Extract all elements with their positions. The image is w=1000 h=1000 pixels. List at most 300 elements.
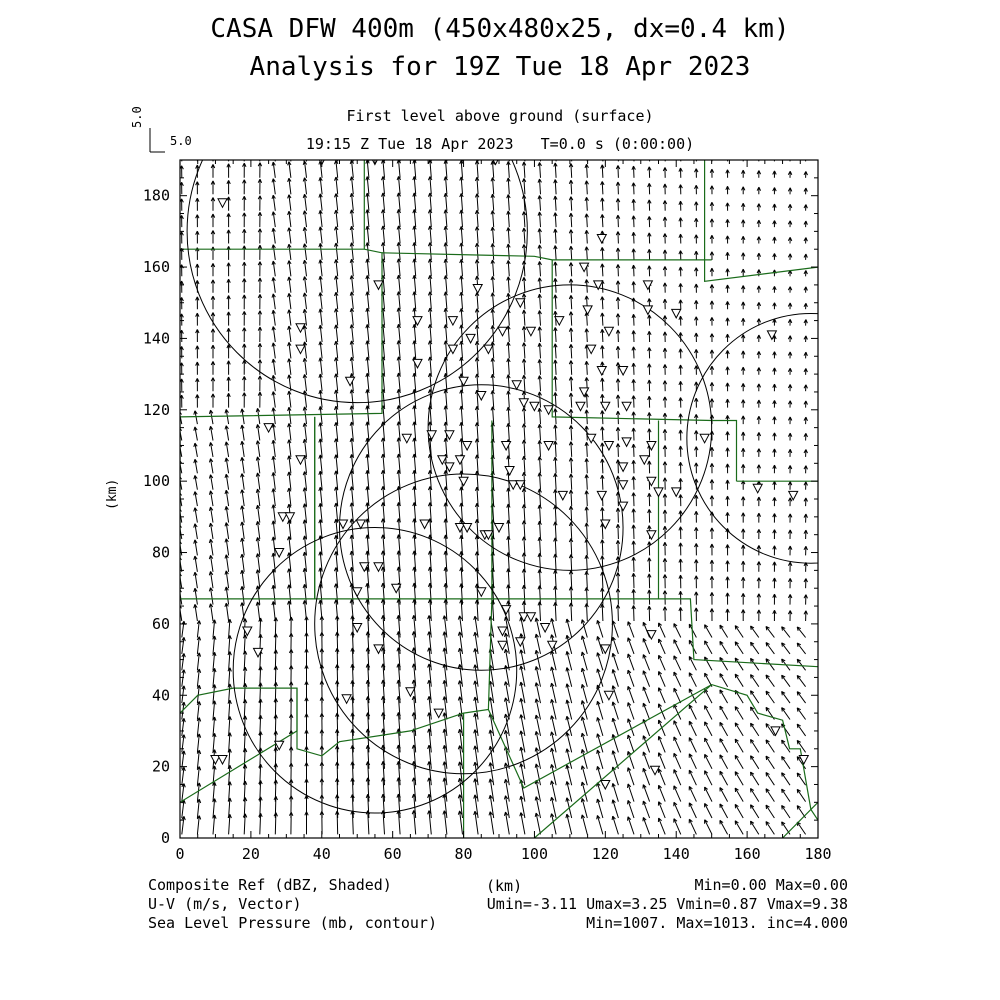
- wind-vector: [643, 671, 650, 687]
- wind-vector: [679, 201, 683, 211]
- wind-vector: [258, 327, 261, 342]
- wind-vector: [272, 146, 276, 162]
- wind-vector: [679, 495, 683, 507]
- wind-vector: [616, 248, 620, 260]
- wind-vector: [766, 772, 774, 785]
- wind-vector: [616, 165, 620, 177]
- wind-vector: [569, 147, 573, 161]
- wind-vector: [585, 604, 589, 622]
- wind-vector: [773, 594, 777, 605]
- wind-vector: [350, 292, 353, 309]
- wind-vector: [196, 346, 199, 359]
- wind-vector: [228, 635, 232, 654]
- wind-vector: [663, 167, 666, 177]
- wind-vector: [182, 816, 186, 834]
- wind-vector: [350, 160, 353, 178]
- wind-vector: [460, 193, 464, 210]
- wind-vector: [679, 300, 683, 309]
- wind-vector: [735, 821, 743, 835]
- wind-vector: [569, 230, 573, 244]
- wind-vector: [366, 193, 370, 211]
- y-tick-label: 100: [142, 472, 170, 491]
- wind-vector: [788, 384, 791, 391]
- wind-vector: [194, 524, 198, 539]
- y-tick-label: 140: [142, 329, 170, 348]
- wind-vector: [197, 799, 201, 818]
- wind-vector: [597, 799, 603, 818]
- wind-vector: [272, 195, 275, 211]
- wind-vector: [648, 315, 652, 326]
- wind-vector: [491, 194, 495, 211]
- wind-vector: [601, 540, 605, 556]
- wind-vector: [797, 740, 805, 752]
- wind-vector: [209, 507, 213, 523]
- wind-vector: [705, 771, 712, 786]
- station-marker: [541, 624, 550, 633]
- wind-vector: [804, 401, 808, 408]
- wind-vector: [303, 391, 307, 408]
- wind-vector: [679, 234, 683, 243]
- wind-vector: [538, 196, 542, 211]
- wind-vector: [757, 594, 761, 605]
- wind-vector: [710, 366, 714, 375]
- station-marker: [597, 235, 606, 244]
- wind-vector: [643, 752, 650, 769]
- wind-vector: [628, 817, 635, 835]
- wind-vector: [460, 226, 464, 243]
- wind-vector: [632, 183, 636, 195]
- wind-vector: [428, 193, 432, 211]
- wind-vector: [757, 562, 761, 572]
- wind-vector: [674, 624, 681, 638]
- wind-vector: [628, 670, 634, 687]
- wind-vector: [742, 335, 745, 342]
- wind-vector-field: [178, 143, 808, 834]
- wind-vector: [773, 303, 777, 310]
- wind-vector: [720, 706, 728, 720]
- wind-vector: [366, 243, 370, 260]
- wind-vector: [643, 768, 650, 785]
- wind-vector: [788, 401, 791, 408]
- station-marker: [530, 402, 539, 411]
- wind-vector: [689, 786, 696, 801]
- wind-vector: [554, 602, 558, 621]
- wind-vector: [726, 236, 730, 244]
- wind-vector: [538, 343, 542, 358]
- wind-vector: [413, 160, 416, 178]
- wind-vector: [569, 295, 573, 309]
- wind-vector: [632, 379, 636, 391]
- wind-vector: [227, 147, 230, 161]
- wind-vector: [491, 244, 495, 260]
- wind-vector: [663, 332, 666, 342]
- wind-vector: [335, 309, 339, 326]
- wind-vector: [585, 329, 589, 342]
- wind-vector: [272, 162, 275, 178]
- wind-vector: [319, 325, 322, 342]
- wind-vector: [788, 319, 792, 325]
- wind-vector: [710, 186, 714, 195]
- wind-vector: [197, 653, 200, 671]
- wind-vector: [788, 562, 792, 572]
- wind-vector: [475, 161, 479, 178]
- wind-vector: [705, 641, 712, 654]
- wind-vector: [585, 442, 588, 457]
- wind-vector: [663, 364, 666, 374]
- wind-vector: [258, 343, 261, 358]
- county-boundary: [297, 599, 492, 756]
- wind-vector: [742, 464, 745, 473]
- wind-vector: [460, 341, 464, 358]
- wind-vector: [695, 284, 699, 293]
- wind-vector: [475, 439, 478, 457]
- wind-vector: [751, 675, 759, 687]
- y-tick-label: 40: [151, 686, 170, 705]
- wind-vector: [751, 626, 759, 638]
- wind-vector: [491, 342, 495, 359]
- wind-vector: [194, 540, 198, 556]
- wind-vector: [227, 279, 230, 293]
- wind-vector: [303, 277, 307, 293]
- wind-vector: [804, 368, 807, 374]
- x-tick-label: 0: [175, 845, 185, 863]
- wind-vector: [288, 293, 292, 309]
- wind-vector: [616, 411, 620, 424]
- wind-vector: [366, 373, 370, 391]
- wind-vector: [601, 346, 605, 359]
- wind-vector: [428, 373, 432, 391]
- wind-vector: [241, 425, 245, 441]
- wind-vector: [757, 545, 761, 555]
- wind-vector: [366, 210, 370, 228]
- wind-vector: [766, 691, 774, 703]
- wind-vector: [428, 177, 432, 195]
- wind-vector: [507, 504, 510, 523]
- wind-vector: [491, 161, 495, 178]
- reference-vector-label: 5.0: [170, 134, 192, 148]
- wind-vector: [225, 426, 229, 441]
- station-marker: [619, 481, 628, 490]
- wind-vector: [674, 672, 681, 687]
- wind-vector: [182, 686, 186, 703]
- wind-vector: [303, 293, 307, 309]
- wind-vector: [597, 701, 603, 719]
- wind-vector: [522, 521, 526, 539]
- wind-vector: [243, 196, 247, 211]
- wind-vector: [804, 188, 807, 194]
- wind-vector: [788, 254, 792, 260]
- wind-vector: [182, 767, 186, 785]
- wind-vector: [757, 351, 761, 358]
- wind-vector: [766, 789, 774, 802]
- wind-vector: [569, 180, 573, 194]
- wind-vector: [303, 244, 307, 260]
- wind-vector: [788, 368, 792, 375]
- wind-vector: [632, 589, 636, 604]
- wind-vector: [491, 178, 495, 195]
- wind-vector: [209, 571, 213, 588]
- wind-vector: [782, 805, 790, 818]
- wind-vector: [742, 448, 745, 457]
- wind-vector: [597, 815, 603, 834]
- wind-vector: [258, 229, 261, 244]
- wind-vector: [335, 439, 339, 457]
- station-marker: [448, 317, 457, 326]
- wind-vector: [259, 813, 263, 834]
- wind-vector: [632, 557, 636, 572]
- wind-vector: [705, 625, 712, 638]
- wind-vector: [319, 455, 323, 473]
- wind-vector: [228, 619, 232, 637]
- station-marker: [516, 299, 525, 308]
- wind-vector: [194, 492, 198, 507]
- wind-vector: [710, 576, 713, 588]
- wind-vector: [554, 229, 557, 244]
- county-boundary: [180, 417, 315, 599]
- wind-vector: [538, 327, 542, 342]
- wind-vector: [597, 717, 603, 736]
- wind-vector: [757, 286, 761, 293]
- wind-vector: [319, 194, 322, 211]
- wind-vector: [256, 489, 260, 506]
- wind-vector: [272, 245, 275, 260]
- wind-vector: [366, 341, 370, 359]
- wind-vector: [258, 196, 261, 211]
- wind-vector: [773, 530, 777, 539]
- wind-vector: [726, 415, 730, 424]
- wind-vector: [554, 376, 557, 391]
- wind-vector: [538, 473, 542, 490]
- wind-vector: [632, 199, 635, 211]
- wind-vector: [663, 510, 667, 523]
- wind-vector: [460, 390, 464, 408]
- wind-vector: [272, 261, 275, 276]
- wind-vector: [397, 406, 401, 425]
- wind-vector: [554, 506, 558, 523]
- wind-vector: [788, 465, 791, 473]
- wind-vector: [648, 461, 652, 473]
- wind-vector: [720, 755, 728, 769]
- wind-vector: [335, 406, 339, 424]
- wind-vector: [196, 395, 199, 408]
- wind-vector: [710, 496, 714, 507]
- wind-vector: [695, 495, 699, 506]
- wind-vector: [705, 706, 712, 720]
- wind-vector: [382, 160, 385, 178]
- wind-vector: [196, 215, 199, 228]
- wind-vector: [444, 390, 447, 408]
- wind-vector: [538, 505, 542, 523]
- wind-vector: [643, 801, 650, 818]
- wind-vector: [288, 211, 291, 227]
- radar-range-rings: [187, 60, 935, 813]
- wind-vector: [211, 263, 215, 276]
- wind-vector: [225, 458, 229, 473]
- wind-vector: [804, 530, 808, 539]
- wind-vector: [616, 314, 620, 326]
- wind-vector: [428, 226, 432, 244]
- wind-vector: [350, 243, 353, 260]
- wind-vector: [782, 675, 790, 687]
- wind-vector: [538, 424, 542, 440]
- wind-vector: [209, 539, 213, 555]
- wind-vector: [460, 308, 464, 325]
- wind-vector: [612, 783, 618, 801]
- wind-vector: [522, 424, 526, 441]
- wind-vector: [272, 359, 275, 375]
- wind-vector: [211, 280, 215, 293]
- wind-vector: [804, 205, 807, 211]
- wind-vector: [303, 472, 306, 490]
- wind-vector: [397, 308, 401, 326]
- wind-vector: [735, 772, 743, 786]
- wind-vector: [628, 654, 634, 670]
- wind-vector: [225, 409, 229, 424]
- station-marker: [771, 727, 780, 736]
- wind-vector: [679, 591, 682, 604]
- wind-vector: [597, 750, 603, 769]
- wind-vector: [272, 277, 275, 292]
- wind-vector: [538, 457, 542, 474]
- wind-vector: [710, 252, 714, 260]
- wind-vector: [303, 309, 307, 325]
- wind-vector: [259, 618, 262, 638]
- wind-vector: [782, 643, 790, 654]
- wind-vector: [213, 668, 216, 686]
- wind-vector: [197, 621, 200, 638]
- wind-vector: [628, 784, 635, 802]
- wind-vector: [757, 237, 761, 244]
- wind-vector: [444, 276, 447, 293]
- wind-vector: [788, 530, 792, 539]
- wind-vector: [735, 674, 743, 687]
- wind-vector: [366, 143, 370, 161]
- wind-vector: [569, 555, 573, 572]
- station-marker: [576, 402, 585, 411]
- wind-vector: [227, 328, 230, 342]
- wind-vector: [350, 259, 353, 276]
- wind-vector: [227, 296, 230, 310]
- wind-vector: [726, 432, 730, 441]
- wind-vector: [742, 416, 745, 424]
- wind-vector: [243, 213, 247, 227]
- wind-vector: [648, 380, 652, 391]
- wind-vector: [788, 171, 792, 178]
- wind-vector: [569, 213, 573, 227]
- wind-vector: [726, 593, 730, 605]
- wind-vector: [773, 449, 777, 457]
- wind-vector: [554, 262, 557, 276]
- wind-vector: [225, 523, 229, 540]
- wind-vector: [742, 286, 745, 293]
- wind-vector: [804, 579, 808, 589]
- wind-vector: [507, 195, 511, 211]
- wind-vector: [566, 814, 572, 834]
- wind-vector: [648, 429, 652, 441]
- wind-vector: [788, 188, 792, 195]
- wind-vector: [209, 442, 213, 457]
- wind-vector: [695, 235, 699, 244]
- wind-vector: [507, 277, 511, 293]
- station-marker: [285, 513, 294, 522]
- wind-vector: [444, 210, 447, 227]
- wind-vector: [197, 718, 201, 736]
- wind-vector: [782, 708, 790, 720]
- wind-vector: [256, 473, 260, 490]
- wind-vector: [720, 722, 728, 736]
- wind-vector: [366, 259, 370, 276]
- wind-vector: [773, 400, 777, 407]
- wind-vector: [507, 161, 511, 177]
- wind-vector: [272, 294, 275, 309]
- wind-vector: [742, 481, 745, 490]
- station-marker: [434, 709, 443, 718]
- wind-vector: [628, 800, 635, 818]
- wind-vector: [538, 392, 542, 408]
- wind-vector: [773, 610, 777, 621]
- wind-vector: [350, 276, 353, 293]
- wind-vector: [773, 514, 777, 523]
- wind-vector: [569, 603, 573, 621]
- station-marker: [619, 502, 628, 511]
- wind-vector: [663, 494, 667, 506]
- wind-vector: [554, 295, 557, 310]
- wind-vector: [632, 331, 635, 343]
- wind-vector: [597, 653, 603, 671]
- wind-vector: [597, 620, 603, 637]
- wind-vector: [319, 276, 322, 293]
- wind-vector: [507, 228, 511, 244]
- wind-vector: [710, 219, 714, 227]
- wind-vector: [475, 309, 479, 326]
- wind-vector: [569, 393, 573, 408]
- wind-vector: [616, 460, 620, 474]
- wind-vector: [773, 237, 777, 244]
- wind-vector: [720, 820, 728, 834]
- wind-vector: [227, 312, 230, 326]
- wind-vector: [726, 480, 730, 490]
- wind-vector: [585, 491, 588, 507]
- station-marker: [473, 285, 482, 294]
- station-marker: [296, 456, 305, 465]
- wind-vector: [766, 643, 774, 654]
- wind-vector: [742, 529, 745, 539]
- wind-vector: [616, 508, 619, 523]
- wind-vector: [428, 292, 432, 310]
- wind-vector: [569, 279, 573, 293]
- wind-vector: [258, 245, 261, 260]
- time-label: 19:15 Z Tue 18 Apr 2023 T=0.0 s (0:00:00): [305, 135, 695, 153]
- wind-vector: [585, 523, 588, 539]
- wind-vector: [288, 456, 291, 474]
- wind-vector: [679, 607, 682, 621]
- wind-vector: [695, 251, 699, 260]
- wind-vector: [444, 325, 447, 343]
- wind-vector: [663, 542, 667, 555]
- wind-vector: [726, 170, 730, 178]
- wind-vector: [538, 294, 542, 309]
- station-marker: [477, 588, 486, 597]
- wind-vector: [522, 145, 526, 161]
- wind-vector: [227, 230, 230, 244]
- wind-vector: [742, 561, 745, 572]
- wind-vector: [319, 406, 322, 424]
- wind-vector: [397, 176, 401, 194]
- wind-vector: [612, 669, 618, 686]
- wind-vector: [209, 459, 213, 474]
- wind-vector: [679, 267, 683, 276]
- wind-vector: [663, 266, 666, 276]
